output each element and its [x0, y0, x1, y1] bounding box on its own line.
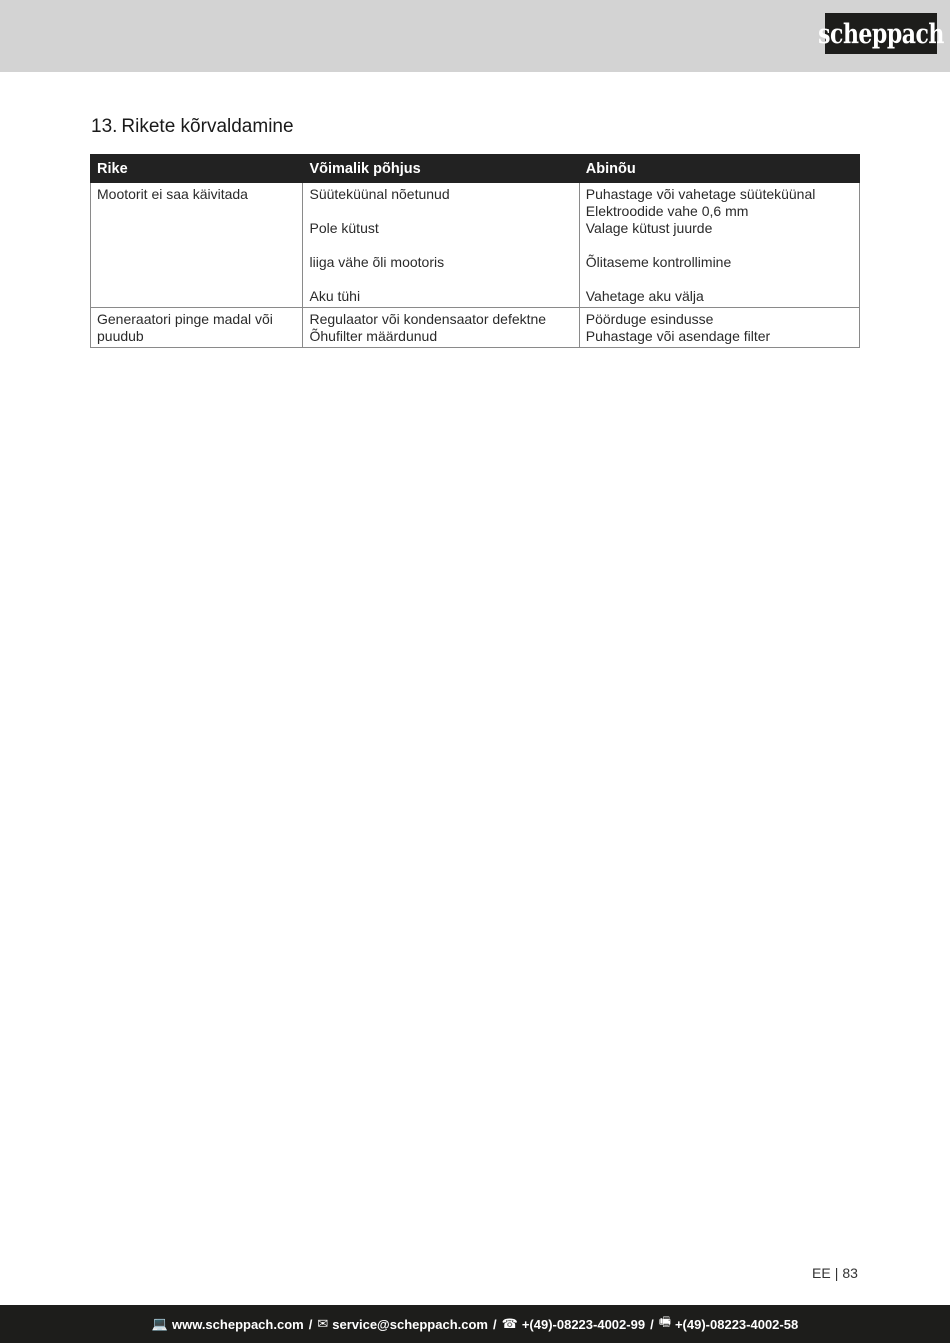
section-title: [91, 116, 294, 138]
fault-text: Generaatori pinge madal või: [97, 311, 273, 327]
fax-icon: 🖷: [658, 1314, 671, 1329]
remedy-cell: [579, 183, 859, 308]
page-number-value: 83: [842, 1265, 858, 1281]
table-row: [91, 308, 860, 348]
header-fault: Rike: [91, 155, 303, 183]
cause-cell: [303, 183, 579, 308]
remedy-text: Elektroodide vahe 0,6 mm: [585, 203, 749, 219]
footer-band: [0, 1305, 950, 1343]
page-lang: EE: [812, 1265, 831, 1281]
spacer: [586, 237, 853, 254]
header-cause: Võimalik põhjus: [303, 155, 579, 183]
section-title-text: Rikete kõrvaldamine: [121, 116, 294, 137]
computer-icon: 💻: [151, 1316, 168, 1331]
header-band: [0, 0, 950, 72]
remedy-cell: [579, 308, 859, 348]
page-separator: |: [834, 1265, 839, 1281]
header-remedy: Abinõu: [579, 155, 859, 183]
footer-website[interactable]: www.scheppach.com: [171, 1316, 304, 1332]
remedy-text: Puhastage või asendage filter: [585, 328, 771, 344]
remedy-text: Vahetage aku välja: [585, 288, 704, 304]
footer-email[interactable]: service@scheppach.com: [332, 1316, 488, 1332]
spacer: [309, 203, 572, 220]
logo-text: scheppach: [818, 17, 944, 50]
page-number: [812, 1265, 858, 1281]
table-header-row: [91, 155, 860, 183]
section-number: 13.: [91, 116, 118, 137]
cause-text: Pole kütust: [309, 220, 379, 236]
fault-text: puudub: [97, 328, 144, 344]
footer-separator: /: [650, 1316, 654, 1332]
remedy-text: Pöörduge esindusse: [585, 311, 714, 327]
remedy-text: Puhastage või vahetage süüteküünal: [585, 186, 816, 202]
spacer: [309, 271, 572, 288]
footer-separator: /: [308, 1316, 313, 1332]
scheppach-logo: [818, 13, 944, 54]
mail-icon: ✉: [317, 1316, 329, 1331]
footer-fax: +(49)-08223-4002-58: [674, 1316, 799, 1332]
table-row: [91, 183, 860, 308]
fault-cell: [91, 308, 303, 348]
fault-cell: [91, 183, 303, 308]
footer-separator: /: [493, 1316, 497, 1332]
troubleshooting-table: [90, 154, 860, 348]
fault-text: Mootorit ei saa käivitada: [97, 186, 248, 202]
spacer: [586, 271, 853, 288]
footer-phone: +(49)-08223-4002-99: [521, 1316, 646, 1332]
cause-cell: [303, 308, 579, 348]
remedy-text: Valage kütust juurde: [585, 220, 713, 236]
cause-text: Süüteküünal nõetunud: [309, 186, 450, 202]
spacer: [309, 237, 572, 254]
remedy-text: Õlitaseme kontrollimine: [585, 254, 732, 270]
cause-text: Aku tühi: [309, 288, 361, 304]
cause-text: liiga vähe õli mootoris: [309, 254, 445, 270]
cause-text: Regulaator või kondensaator defektne: [309, 311, 547, 327]
phone-icon: ☎: [501, 1316, 518, 1331]
cause-text: Õhufilter määrdunud: [309, 328, 438, 344]
